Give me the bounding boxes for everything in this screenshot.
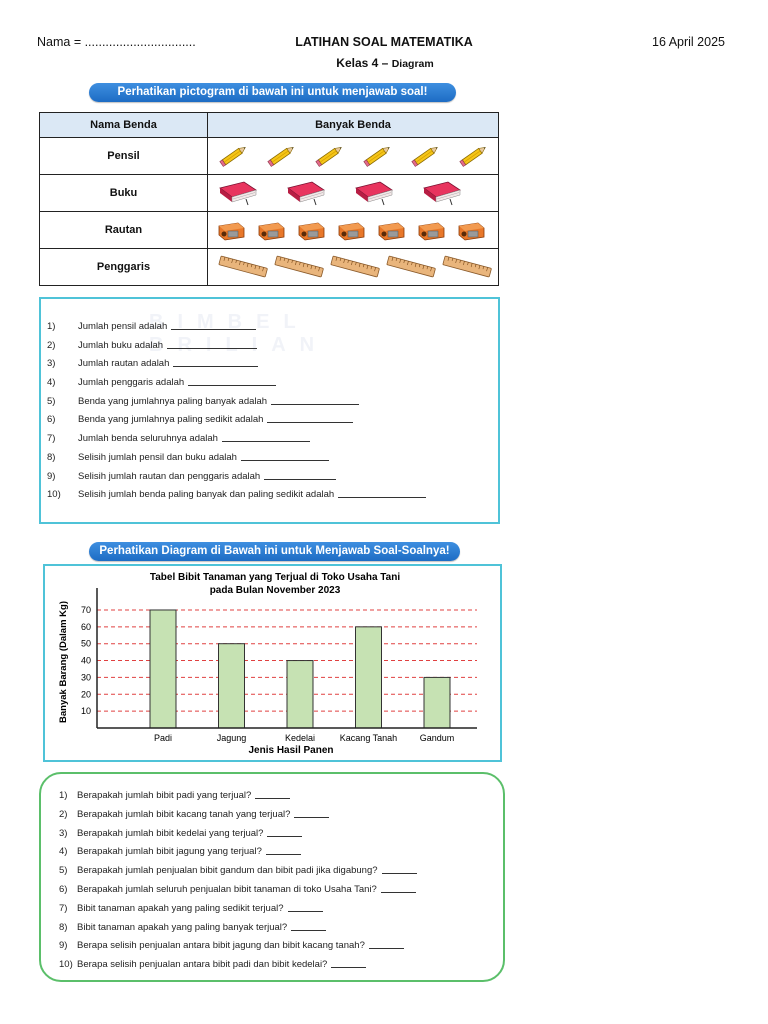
sharpener-icon [336,218,368,242]
question-text: Bibit tanaman apakah yang paling banyak terjual? [77,921,288,933]
sharpener-icon [376,218,408,242]
page-title: LATIHAN SOAL MATEMATIKA [295,35,473,49]
answer-blank[interactable] [369,940,404,949]
answer-blank[interactable] [381,884,416,893]
answer-blank[interactable] [167,340,257,349]
answer-blank[interactable] [264,471,336,480]
y-tick-label: 10 [80,706,91,717]
chart-subtitle: pada Bulan November 2023 [209,585,341,596]
x-tick-label: Padi [153,733,173,743]
question-list [59,790,417,978]
question-number: 8) [59,921,68,933]
question-item [59,922,417,941]
question-item [47,340,426,359]
question-text: Selisih jumlah pensil dan buku adalah [78,451,237,463]
chart-box [43,564,502,762]
name-field: Nama = ................................ [37,35,196,49]
question-text: Jumlah benda seluruhnya adalah [78,433,218,445]
chart-title: Tabel Bibit Tanaman yang Terjual di Toko Usaha Tani [149,572,401,583]
question-text: Jumlah buku adalah [78,339,164,351]
answer-blank[interactable] [188,377,276,386]
answer-blank[interactable] [338,489,426,498]
table-row [40,249,499,286]
question-list [47,321,426,508]
question-number: 4) [47,377,56,389]
icon-group [216,218,498,242]
table-row [40,138,499,175]
question-item [59,809,417,828]
question-text: Jumlah rautan adalah [78,358,170,370]
answer-blank[interactable] [288,903,323,912]
row-name-rautan: Rautan [40,212,208,249]
subtitle-small: Diagram [391,58,434,70]
sharpener-icon [256,218,288,242]
pencil-icon [456,144,490,168]
ruler-icon [384,255,438,279]
y-tick-label: 70 [80,604,91,615]
row-icons-rautan [208,212,499,249]
question-number: 7) [47,433,56,445]
ruler-icon [272,255,326,279]
bar [424,677,450,728]
question-item [59,865,417,884]
question-text: Berapa selisih penjualan antara bibit padi dan bibit kedelai? [77,959,328,971]
pencil-icon [264,144,298,168]
question-item [47,433,426,452]
question-number: 5) [59,865,68,877]
question-number: 10) [47,489,61,501]
answer-blank[interactable] [266,846,301,855]
question-number: 1) [47,321,56,332]
question-text: Berapa selisih penjualan antara bibit jagung dan bibit kacang tanah? [77,940,365,952]
answer-blank[interactable] [171,321,256,330]
question-item [47,377,426,396]
question-text: Benda yang jumlahnya paling sedikit adalah [78,414,264,426]
answer-blank[interactable] [241,452,329,461]
pictogram-table [39,112,499,286]
row-name-pensil: Pensil [40,138,208,175]
x-tick-label: Gandum [419,733,455,743]
y-tick-label: 50 [80,638,91,649]
col-header-name: Nama Benda [40,113,208,138]
pencil-icon [408,144,442,168]
question-number: 5) [47,395,56,407]
book-icon [284,180,328,206]
bar [219,644,245,728]
answer-blank[interactable] [267,414,353,423]
icon-group [216,255,498,279]
y-tick-label: 30 [80,672,91,683]
pencil-icon [360,144,394,168]
answer-blank[interactable] [271,396,359,405]
question-text: Berapakah jumlah bibit kacang tanah yang terjual? [77,808,291,820]
book-icon [420,180,464,206]
bar [287,661,313,728]
question-number: 9) [59,940,68,952]
questions-box-chart [39,772,505,982]
question-text: Jumlah pensil adalah [78,321,168,332]
answer-blank[interactable] [267,828,302,837]
table-row [40,212,499,249]
x-tick-label: Kedelai [284,733,316,743]
answer-blank[interactable] [291,922,326,931]
row-icons-pensil [208,138,499,175]
ruler-icon [216,255,270,279]
questions-box-pictogram [39,297,500,524]
question-number: 2) [59,808,68,820]
question-number: 7) [59,902,68,914]
row-name-buku: Buku [40,175,208,212]
row-icons-buku [208,175,499,212]
question-number: 3) [47,358,56,370]
subtitle-main: Kelas 4 – [336,56,389,70]
question-item [59,828,417,847]
question-item [59,959,417,978]
pencil-icon [312,144,346,168]
ruler-icon [328,255,382,279]
bar [150,610,176,728]
y-axis-label: Banyak Barang (Dalam Kg) [58,601,69,723]
question-number: 4) [59,846,68,858]
answer-blank[interactable] [294,809,329,818]
book-icon [352,180,396,206]
question-number: 6) [47,414,56,426]
icon-group [216,144,498,168]
question-item [47,321,426,340]
question-number: 10) [59,959,73,971]
bar [356,627,382,728]
page-subtitle [0,56,768,70]
row-name-penggaris: Penggaris [40,249,208,286]
question-item [59,940,417,959]
sharpener-icon [296,218,328,242]
book-icon [216,180,260,206]
question-item [47,471,426,490]
col-header-count: Banyak Benda [208,113,499,138]
question-text: Berapakah jumlah bibit jagung yang terjual? [77,846,262,858]
question-item [59,903,417,922]
x-tick-label: Kacang Tanah [339,733,398,743]
answer-blank[interactable] [382,865,417,874]
question-number: 9) [47,470,56,482]
question-item [59,884,417,903]
question-text: Bibit tanaman apakah yang paling sedikit terjual? [77,902,284,914]
question-text: Benda yang jumlahnya paling banyak adalah [78,395,268,407]
question-item [47,414,426,433]
question-item [47,452,426,471]
question-text: Selisih jumlah rautan dan penggaris adalah [78,470,261,482]
bar-chart [45,566,500,760]
question-item [59,790,417,809]
sharpener-icon [456,218,488,242]
sharpener-icon [416,218,448,242]
question-item [47,489,426,508]
x-axis-label: Jenis Hasil Panen [248,745,334,756]
icon-group [216,180,498,206]
question-text: Berapakah jumlah seluruh penjualan bibit tanaman di toko Usaha Tani? [77,883,377,895]
pencil-icon [216,144,250,168]
question-text: Berapakah jumlah bibit kedelai yang terjual? [77,827,264,839]
answer-blank[interactable] [255,790,290,799]
question-number: 1) [59,790,68,801]
question-number: 8) [47,451,56,463]
question-item [47,358,426,377]
answer-blank[interactable] [331,959,366,968]
y-tick-label: 60 [80,621,91,632]
answer-blank[interactable] [173,358,258,367]
table-header-row [40,113,499,138]
answer-blank[interactable] [222,433,310,442]
x-tick-label: Jagung [216,733,247,743]
question-text: Berapakah jumlah penjualan bibit gandum dan bibit padi jika digabung? [77,865,378,877]
question-text: Jumlah penggaris adalah [78,377,185,389]
chart-banner: Perhatikan Diagram di Bawah ini untuk Menjawab Soal-Soalnya! [89,542,460,561]
table-row [40,175,499,212]
date-label: 16 April 2025 [652,35,725,49]
question-number: 2) [47,339,56,351]
watermark-text: BIMBEL BRILIAN [149,311,329,356]
question-item [59,846,417,865]
row-icons-penggaris [208,249,499,286]
question-text: Berapakah jumlah bibit padi yang terjual? [77,790,252,801]
y-tick-label: 40 [80,655,91,666]
pictogram-banner: Perhatikan pictogram di bawah ini untuk menjawab soal! [89,83,456,102]
question-item [47,396,426,415]
ruler-icon [440,255,494,279]
sharpener-icon [216,218,248,242]
question-number: 3) [59,827,68,839]
question-text: Selisih jumlah benda paling banyak dan paling sedikit adalah [78,489,335,501]
y-tick-label: 20 [80,689,91,700]
question-number: 6) [59,883,68,895]
